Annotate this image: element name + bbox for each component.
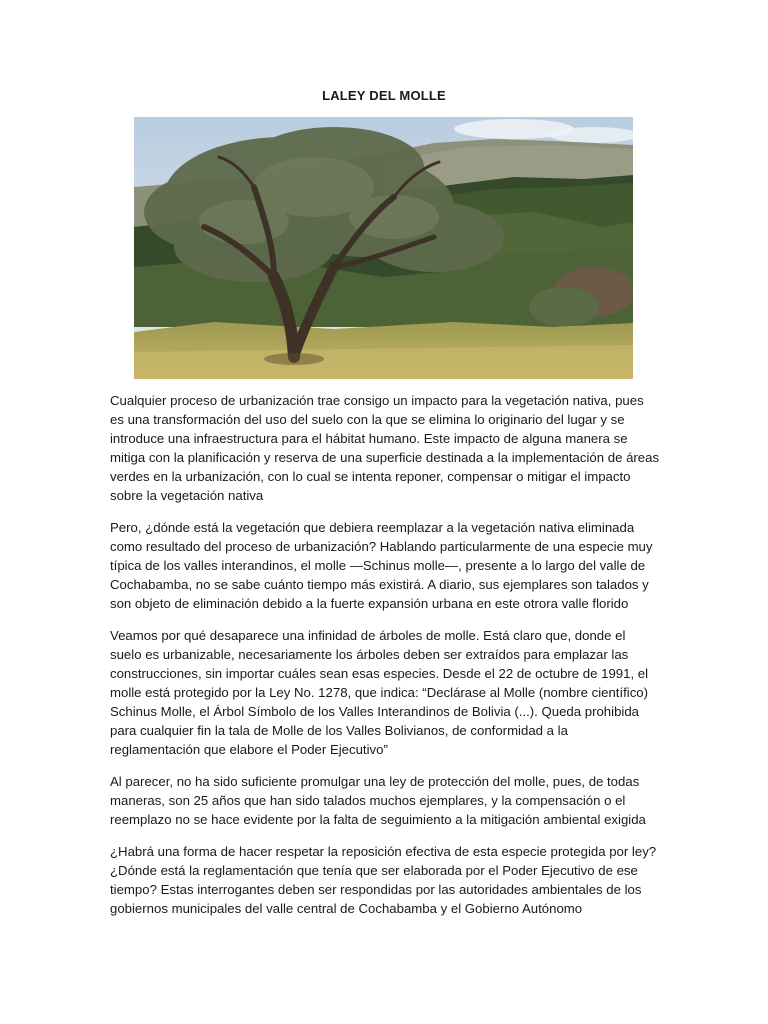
molle-tree-photo — [134, 117, 633, 379]
molle-tree-landscape-photo — [134, 117, 633, 379]
paragraph: Veamos por qué desaparece una infinidad de árboles de molle. Está claro que, donde el suelo es urbanizable, necesariamente los árboles deben ser extraídos para emplazar las construcciones, sin importar cuáles sean esas especies. Desde el 22 de octubre de 1991, el molle está protegido por la Ley No. 1278, que indica: “Declárase al Molle (nombre científico) Schinus Molle, el Árbol Símbolo de los Valles Interandinos de Bolivia (...). Queda prohibida para cualquier fin la tala de Molle de los Valles Bolivianos, de conformidad a la reglamentación que elabore el Poder Ejecutivo” — [110, 628, 649, 757]
document-title: LALEY DEL MOLLE — [322, 88, 446, 103]
paragraph: Al parecer, no ha sido suficiente promulgar una ley de protección del molle, pues, de todas maneras, son 25 años que han sido talados muchos ejemplares, y la compensación o el reemplazo no se hace evidente por la falta de seguimiento a la mitigación ambiental exigida — [110, 774, 646, 827]
paragraph: Pero, ¿dónde está la vegetación que debiera reemplazar a la vegetación nativa eliminada como resultado del proceso de urbanización? Hablando particularmente de una especie muy típica de los valles interandinos, el molle —Schinus molle—, presente a lo largo del valle de Cochabamba, no se sabe cuánto tiempo más existirá. A diario, sus ejemplares son talados y son objeto de eliminación debido a la fuerte expansión urbana en este otrora valle florido — [110, 520, 653, 611]
paragraph: ¿Habrá una forma de hacer respetar la reposición efectiva de esta especie protegida por ley? ¿Dónde está la reglamentación que tenía que ser elaborada por el Poder Ejecutivo de ese tiempo? Estas interrogantes deben ser respondidas por las autoridades ambientales de los gobiernos municipales del valle central de Cochabamba y el Gobierno Autónomo — [110, 844, 657, 916]
article-body — [110, 391, 660, 931]
paragraph: Cualquier proceso de urbanización trae consigo un impacto para la vegetación nativa, pues es una transformación del uso del suelo con la que se elimina lo originario del lugar y se introduce una infraestructura para el hábitat humano. Este impacto de alguna manera se mitiga con la planificación y reserva de una superficie destinada a la implementación de áreas verdes en la urbanización, con lo cual se intenta reponer, compensar o mitigar el impacto sobre la vegetación nativa — [110, 393, 660, 503]
